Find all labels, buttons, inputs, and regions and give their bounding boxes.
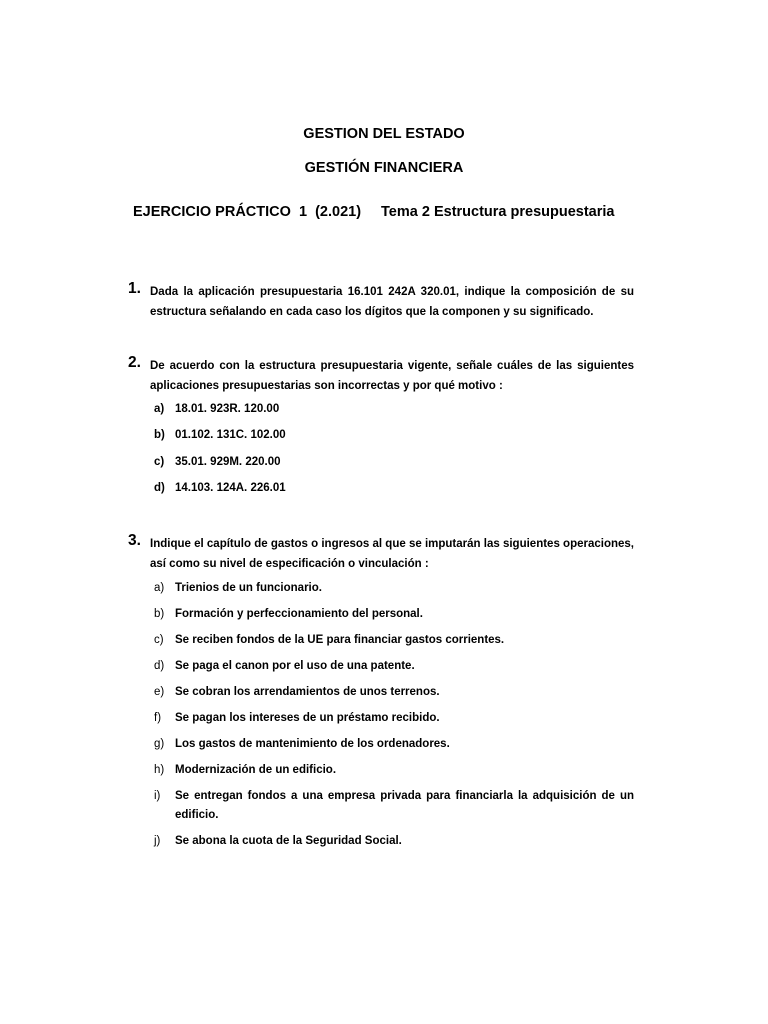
option-item [154, 605, 634, 624]
question-text: De acuerdo con la estructura presupuestaria vigente, señale cuáles de las siguientes aplicaciones presupuestarias son incorrectas y por qué motivo : [150, 360, 634, 392]
option-item [154, 832, 634, 851]
option-item [154, 400, 634, 419]
question-number: 1. [128, 280, 141, 297]
question-number: 2. [128, 354, 141, 371]
option-item [154, 657, 634, 676]
question-3 [128, 534, 634, 574]
document-title: GESTION DEL ESTADO [303, 126, 465, 142]
option-text: Trienios de un funcionario. [175, 582, 322, 594]
option-label: a) [154, 582, 165, 594]
option-text: 35.01. 929M. 220.00 [175, 456, 281, 468]
question-text: Indique el capítulo de gastos o ingresos al que se imputarán las siguientes operaciones, así como su nivel de especificación o vinculación : [150, 538, 634, 570]
option-label: j) [154, 835, 161, 847]
option-text: Los gastos de mantenimiento de los ordenadores. [175, 738, 450, 750]
option-label: d) [154, 660, 165, 672]
option-text: Se pagan los intereses de un préstamo recibido. [175, 712, 440, 724]
option-text: 18.01. 923R. 120.00 [175, 403, 280, 415]
exercise-label: EJERCICIO PRÁCTICO 1 (2.021) [133, 204, 362, 220]
option-label: h) [154, 764, 165, 776]
question-1 [128, 282, 634, 322]
option-label: f) [154, 712, 162, 724]
option-item [154, 579, 634, 598]
option-text: Formación y perfeccionamiento del personal. [175, 608, 423, 620]
option-label: b) [154, 429, 165, 441]
option-item [154, 426, 634, 445]
option-label: g) [154, 738, 165, 750]
option-label: a) [154, 403, 165, 415]
document-subtitle: GESTIÓN FINANCIERA [304, 160, 464, 176]
option-item [154, 761, 634, 780]
option-text: 14.103. 124A. 226.01 [175, 482, 286, 494]
option-text: Se cobran los arrendamientos de unos terrenos. [175, 686, 440, 698]
question-number: 3. [128, 532, 141, 549]
option-text: Se reciben fondos de la UE para financiar gastos corrientes. [175, 634, 505, 646]
option-item [154, 787, 634, 825]
question-2 [128, 356, 634, 396]
option-label: c) [154, 456, 165, 468]
option-item [154, 453, 634, 472]
option-label: c) [154, 634, 164, 646]
option-text: Se abona la cuota de la Seguridad Social. [175, 835, 402, 847]
option-label: i) [154, 790, 161, 802]
option-text: Se paga el canon por el uso de una patente. [175, 660, 415, 672]
option-text: 01.102. 131C. 102.00 [175, 429, 286, 441]
option-item [154, 683, 634, 702]
exercise-topic: Tema 2 Estructura presupuestaria [381, 204, 615, 220]
option-label: e) [154, 686, 165, 698]
question-text: Dada la aplicación presupuestaria 16.101 242A 320.01, indique la composición de su estructura señalando en cada caso los dígitos que la componen y su significado. [150, 286, 634, 318]
option-item [154, 631, 634, 650]
option-label: d) [154, 482, 165, 494]
option-text: Se entregan fondos a una empresa privada para financiarla la adquisición de un edificio. [175, 790, 634, 821]
option-item [154, 709, 634, 728]
exercise-heading [133, 204, 614, 220]
option-item [154, 735, 634, 754]
option-label: b) [154, 608, 165, 620]
option-text: Modernización de un edificio. [175, 764, 337, 776]
option-item [154, 479, 634, 498]
